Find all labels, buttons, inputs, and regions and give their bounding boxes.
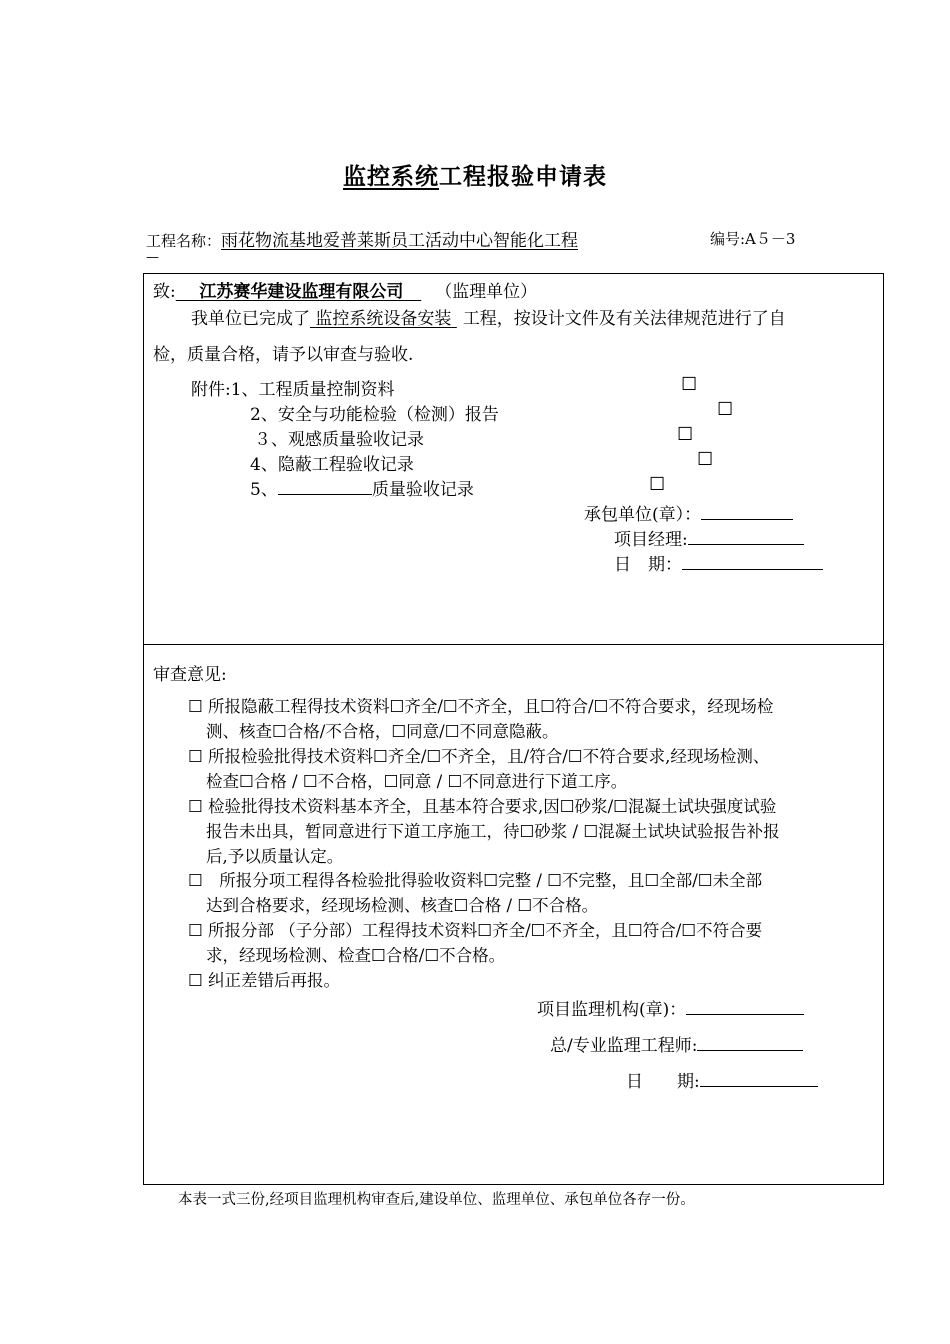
statement-work xyxy=(310,309,457,329)
review-condition-5-line2: 求，经现场检测、检查☐合格/☐不合格。 xyxy=(206,946,506,965)
review-condition-3 xyxy=(188,794,780,869)
attachment-5 xyxy=(250,475,474,500)
attachment-2: 2、安全与功能检验（检测）报告 xyxy=(250,405,499,425)
attachment-5-prefix: 5、 xyxy=(250,480,278,500)
section-divider xyxy=(144,644,883,645)
attachment-4-checkbox[interactable]: ☐ xyxy=(697,449,714,470)
supervision-org-blank[interactable] xyxy=(686,997,804,1015)
review-condition-4 xyxy=(188,868,762,918)
review-condition-2-line2: 检查☐合格 / ☐不合格，☐同意 / ☐不同意进行下道工序。 xyxy=(206,772,628,791)
title-underlined: 监控系统 xyxy=(343,163,439,190)
attachment-5-blank[interactable] xyxy=(278,477,372,495)
project-label: 工程名称： xyxy=(146,232,222,250)
attachment-2-checkbox[interactable]: ☐ xyxy=(717,399,734,420)
statement-line1 xyxy=(191,304,786,329)
review-condition-2 xyxy=(188,744,769,794)
recipient-line xyxy=(153,277,537,302)
attachment-1: 附件:1、工程质量控制资料 xyxy=(191,380,395,400)
attachment-5-checkbox[interactable]: ☐ xyxy=(649,474,666,495)
attachment-5-label: 质量验收记录 xyxy=(371,480,474,500)
recipient-company-text: 江苏赛华建设监理有限公司 xyxy=(199,282,404,302)
review-condition-3-line1: ☐ 检验批得技术资料基本齐全，且基本符合要求,因☐砂浆/☐混凝土试块强度试验 xyxy=(188,797,777,816)
supervision-engineer-blank[interactable] xyxy=(697,1033,803,1051)
supervision-org-label: 项目监理机构(章)： xyxy=(537,1000,687,1020)
project-row xyxy=(146,226,578,251)
contractor-seal-label: 承包单位(章）： xyxy=(584,505,702,525)
page-title xyxy=(0,158,950,191)
review-condition-4-line1: ☐ 所报分项工程得各检验批得验收资料☐完整 / ☐不完整，且☐全部/☐未全部 xyxy=(188,871,763,890)
review-condition-6 xyxy=(188,968,340,993)
review-condition-6-line1: ☐ 纠正差错后再报。 xyxy=(188,971,341,990)
contractor-seal-blank[interactable] xyxy=(701,502,793,520)
lower-date-blank[interactable] xyxy=(700,1069,818,1087)
statement-line2: 检，质量合格，请予以审查与验收. xyxy=(153,345,414,365)
attachment-3-checkbox[interactable]: ☐ xyxy=(677,424,694,445)
review-condition-3-line3: 后,予以质量认定。 xyxy=(206,847,344,866)
attachment-3: ３、观感质量验收记录 xyxy=(254,430,424,450)
project-name: 雨花物流基地爱普莱斯员工活动中心智能化工程 xyxy=(221,231,579,251)
form-table xyxy=(143,273,884,1185)
footer-note: 本表一式三份,经项目监理机构审查后,建设单位、监理单位、承包单位各存一份。 xyxy=(178,1192,695,1208)
statement-pre: 我单位已完成了 xyxy=(191,309,310,329)
supervision-engineer-label: 总/专业监理工程师: xyxy=(550,1036,698,1056)
project-manager-label: 项目经理: xyxy=(614,530,688,550)
review-condition-1-line1: ☐ 所报隐蔽工程得技术资料☐齐全/☐不齐全，且☐符合/☐不符合要求，经现场检 xyxy=(188,697,774,716)
project-manager-line xyxy=(614,525,804,550)
review-condition-4-line2: 达到合格要求，经现场检测、核查☐合格 / ☐不合格。 xyxy=(206,896,599,915)
contractor-seal-line xyxy=(584,500,793,525)
project-manager-blank[interactable] xyxy=(688,527,804,545)
upper-date-label: 日 期： xyxy=(614,555,682,575)
lower-date-label: 日 期: xyxy=(626,1072,700,1092)
attachment-1-checkbox[interactable]: ☐ xyxy=(681,374,698,395)
supervision-engineer-line xyxy=(550,1031,803,1056)
recipient-company xyxy=(176,282,421,302)
form-code: 编号:A５－3 xyxy=(710,230,796,248)
review-condition-3-line2: 报告未出具，暂同意进行下道工序施工，待☐砂浆 / ☐混凝土试块试验报告补报 xyxy=(206,822,780,841)
to-prefix: 致: xyxy=(153,282,176,302)
statement-post: 工程，按设计文件及有关法律规范进行了自 xyxy=(462,309,786,329)
review-condition-1 xyxy=(188,694,773,744)
supervision-org-line xyxy=(537,995,804,1020)
title-rest: 工程报验申请表 xyxy=(439,163,607,190)
attachment-4: 4、隐蔽工程验收记录 xyxy=(250,455,414,475)
to-suffix: （监理单位） xyxy=(435,282,538,302)
lower-date-line xyxy=(626,1067,818,1092)
upper-date-blank[interactable] xyxy=(682,552,823,570)
upper-date-line xyxy=(614,550,823,575)
review-condition-5 xyxy=(188,918,762,968)
review-condition-1-line2: 测、核查☐合格/不合格，☐同意/☐不同意隐蔽。 xyxy=(206,722,559,741)
review-condition-5-line1: ☐ 所报分部 （子分部）工程得技术资料☐齐全/☐不齐全，且☐符合/☐不符合要 xyxy=(188,921,763,940)
review-condition-2-line1: ☐ 所报检验批得技术资料☐齐全/☐不齐全，且/符合/☐不符合要求,经现场检测、 xyxy=(188,747,770,766)
review-heading: 审查意见: xyxy=(153,665,227,685)
statement-work-text: 监控系统设备安装 xyxy=(315,309,452,329)
form-code-wrap: — xyxy=(146,250,159,265)
